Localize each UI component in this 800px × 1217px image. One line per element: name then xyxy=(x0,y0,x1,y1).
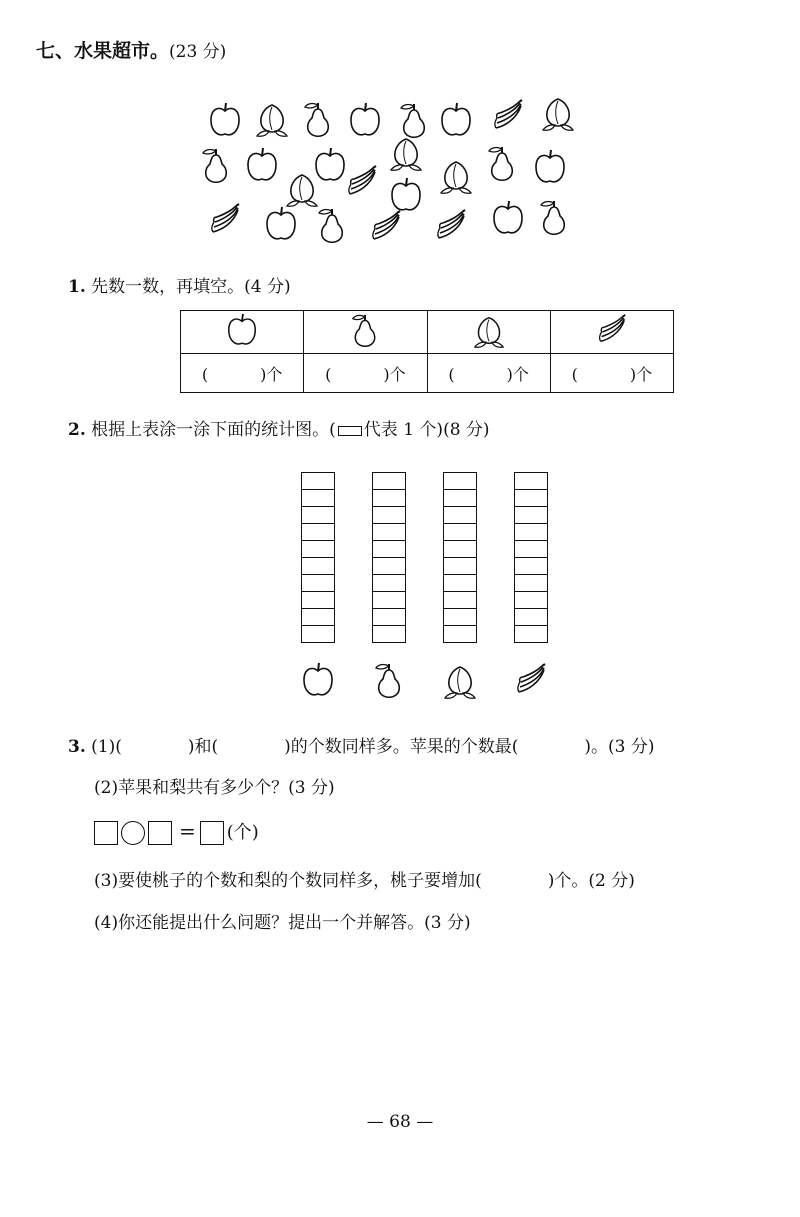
peach-icon xyxy=(284,168,320,208)
count-cell-apple[interactable]: ( )个 xyxy=(181,354,304,393)
bar-cell[interactable] xyxy=(443,472,477,489)
bar-cell[interactable] xyxy=(443,557,477,574)
q3-part3-a: (3)要使桃子的个数和梨的个数同样多，桃子要增加( xyxy=(94,871,482,891)
bar-cell[interactable] xyxy=(443,489,477,506)
peach-icon xyxy=(472,311,506,349)
bar-cell[interactable] xyxy=(514,540,548,557)
apple-icon xyxy=(300,660,336,700)
pear-icon xyxy=(484,143,520,183)
bar-cell[interactable] xyxy=(514,523,548,540)
q2-text: 根据上表涂一涂下面的统计图。( xyxy=(91,420,336,440)
bar-cell[interactable] xyxy=(514,489,548,506)
q1-number: 1. xyxy=(68,277,86,297)
pear-icon xyxy=(314,205,350,245)
banana-icon xyxy=(368,207,404,247)
section-title: 七、水果超市。 xyxy=(36,40,170,62)
bar-cell[interactable] xyxy=(514,472,548,489)
bar-cell[interactable] xyxy=(372,557,406,574)
apple-icon xyxy=(225,311,259,349)
bar-cell[interactable] xyxy=(372,489,406,506)
bar-cell[interactable] xyxy=(301,523,335,540)
pear-icon xyxy=(198,145,234,185)
q3-part4-text: (4)你还能提出什么问题？提出一个并解答。 xyxy=(94,913,425,933)
page-number: — 68 — xyxy=(366,1112,434,1132)
bar-cell[interactable] xyxy=(301,625,335,643)
bar-cell[interactable] xyxy=(443,608,477,625)
q3-number: 3. xyxy=(68,737,86,757)
bar-cell[interactable] xyxy=(443,540,477,557)
q1-points: (4 分) xyxy=(244,277,291,297)
operator-circle[interactable] xyxy=(121,821,145,845)
peach-icon xyxy=(438,155,474,195)
q2-points: (8 分) xyxy=(443,420,490,440)
apple-icon xyxy=(438,100,474,140)
bar-cell[interactable] xyxy=(372,625,406,643)
q3-part3-points: (2 分) xyxy=(588,871,635,891)
q3-part4-points: (3 分) xyxy=(424,913,471,933)
banana-icon xyxy=(490,96,526,136)
bar-cell[interactable] xyxy=(372,523,406,540)
q2-number: 2. xyxy=(68,420,86,440)
bar-cell[interactable] xyxy=(514,557,548,574)
bar-cell[interactable] xyxy=(443,506,477,523)
apple-icon xyxy=(244,145,280,185)
equation-box-2[interactable] xyxy=(148,821,172,845)
bar-cell[interactable] xyxy=(301,506,335,523)
apple-icon xyxy=(347,100,383,140)
q3-part3 xyxy=(94,866,635,891)
bar-cell[interactable] xyxy=(443,574,477,591)
bar-cell[interactable] xyxy=(301,489,335,506)
equals-sign: = xyxy=(179,819,196,843)
apple-icon xyxy=(263,204,299,244)
bar-cell[interactable] xyxy=(514,625,548,643)
fruit-scene xyxy=(0,0,800,260)
count-cell-banana[interactable]: ( )个 xyxy=(550,354,673,393)
bar-cell[interactable] xyxy=(372,608,406,625)
bar-cell[interactable] xyxy=(443,523,477,540)
q2-line xyxy=(68,415,490,440)
bar-cell[interactable] xyxy=(372,506,406,523)
equation-box-1[interactable] xyxy=(94,821,118,845)
q3-part2-text: (2)苹果和梨共有多少个？ xyxy=(94,778,289,798)
equation-row xyxy=(94,818,262,845)
table-header-banana xyxy=(550,311,673,354)
banana-icon xyxy=(344,162,380,202)
q3-part1-a: (1)( xyxy=(91,737,122,757)
table-header-apple xyxy=(181,311,304,354)
result-box[interactable] xyxy=(200,821,224,845)
table-header-peach xyxy=(427,311,550,354)
q3-part3-b: )个。 xyxy=(547,871,589,891)
count-cell-pear[interactable]: ( )个 xyxy=(304,354,427,393)
bar-cell[interactable] xyxy=(301,472,335,489)
q3-part1-d: )。 xyxy=(584,737,609,757)
bar-cell[interactable] xyxy=(372,591,406,608)
bar-column-banana[interactable] xyxy=(514,472,548,643)
bar-cell[interactable] xyxy=(301,540,335,557)
pear-icon xyxy=(536,197,572,237)
bar-cell[interactable] xyxy=(514,608,548,625)
cell-legend-icon xyxy=(338,426,362,436)
q3-part1-b: )和( xyxy=(187,737,219,757)
peach-icon xyxy=(388,132,424,172)
q1-line xyxy=(68,272,291,297)
bar-cell[interactable] xyxy=(372,574,406,591)
bar-cell[interactable] xyxy=(443,591,477,608)
q3-part1 xyxy=(68,732,655,757)
apple-icon xyxy=(207,100,243,140)
q3-part4 xyxy=(94,908,471,933)
q1-text: 先数一数，再填空。 xyxy=(91,277,245,297)
pear-icon xyxy=(348,311,382,349)
banana-icon xyxy=(513,660,549,700)
bar-cell[interactable] xyxy=(301,608,335,625)
bar-cell[interactable] xyxy=(514,591,548,608)
count-cell-peach[interactable]: ( )个 xyxy=(427,354,550,393)
bar-cell[interactable] xyxy=(301,557,335,574)
q3-part1-points: (3 分) xyxy=(608,737,655,757)
q2-legend-text: 代表 1 个) xyxy=(363,420,444,440)
pear-icon xyxy=(300,99,336,139)
q3-part2-points: (3 分) xyxy=(288,778,335,798)
fruit-count-table xyxy=(180,310,674,393)
bar-cell[interactable] xyxy=(514,506,548,523)
banana-icon xyxy=(207,200,243,240)
apple-icon xyxy=(532,147,568,187)
bar-cell[interactable] xyxy=(372,540,406,557)
peach-icon xyxy=(540,92,576,132)
pear-icon xyxy=(371,660,407,700)
banana-icon xyxy=(433,206,469,246)
bar-cell[interactable] xyxy=(443,625,477,643)
q3-part2 xyxy=(94,773,335,798)
bar-cell[interactable] xyxy=(301,574,335,591)
peach-icon xyxy=(442,660,478,700)
banana-icon xyxy=(595,311,629,349)
bar-column-peach[interactable] xyxy=(443,472,477,643)
bar-column-apple[interactable] xyxy=(301,472,335,643)
bar-column-pear[interactable] xyxy=(372,472,406,643)
table-header-pear xyxy=(304,311,427,354)
apple-icon xyxy=(490,198,526,238)
peach-icon xyxy=(254,98,290,138)
bar-cell[interactable] xyxy=(301,591,335,608)
bar-cell[interactable] xyxy=(514,574,548,591)
bar-cell[interactable] xyxy=(372,472,406,489)
equation-unit: (个) xyxy=(226,822,259,843)
section-points: (23 分) xyxy=(169,42,227,62)
q3-part1-c: )的个数同样多。苹果的个数最( xyxy=(284,737,519,757)
